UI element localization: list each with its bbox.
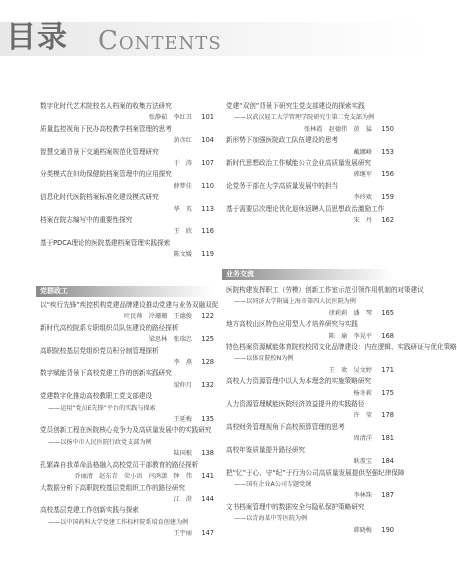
toc-left-bottom (40, 300, 219, 540)
toc-right-bottom (226, 285, 457, 536)
entry-author: 江 澄 (173, 495, 192, 503)
entry-page-number: 181 (381, 434, 394, 443)
toc-entry[interactable] (40, 368, 214, 391)
entry-page-number: 122 (201, 312, 214, 321)
entry-author: 王宇丽 (173, 530, 192, 538)
entry-author: 张静茹 李红丑 (148, 114, 192, 122)
entry-title: 信息化时代医院档案标准化建设模式研究 (40, 193, 159, 202)
entry-page-number: 156 (381, 170, 394, 179)
entry-author: 王 欢 吴文婷 (328, 366, 372, 374)
entry-page-number: 184 (381, 457, 394, 466)
entry-page-number: 187 (381, 491, 394, 500)
entry-title: 特色档案资源赋能体育院校校园文化品牌建设：内在逻辑、实践研证与优化策略 (226, 343, 457, 352)
entry-title: 文书档案管理中的数据安全与隐私保护策略研究 (226, 502, 365, 511)
entry-page-number: 168 (381, 331, 394, 340)
entry-title: 医院构建发挥职工（劳模）创新工作室示范引领作用机制的对策建议 (226, 286, 424, 294)
entry-page-number: 190 (381, 525, 394, 534)
entry-title: 孔繁森自我革命品格融入高校党员干部教育的路径探析 (40, 460, 199, 469)
entry-page-number: 135 (201, 415, 214, 424)
entry-title: 把“忆”于心、守“纪”于行为公司高质量发展提供坚强纪律保障 (226, 468, 405, 477)
toc-entry[interactable] (40, 300, 219, 323)
entry-page-number: 101 (201, 113, 214, 122)
entry-page-number: 110 (201, 181, 214, 190)
entry-author: 叶民帅 冷珊珊 王德俊 (123, 313, 192, 321)
entry-subtitle: ——以体育院校N为例 (234, 355, 294, 363)
entry-subtitle: ——以同济大学附属上海市第四人民医院为例 (234, 298, 356, 306)
toc-entry[interactable] (40, 215, 214, 238)
toc-entry[interactable] (226, 502, 394, 536)
entry-page-number: 159 (381, 193, 394, 202)
toc-entry[interactable] (40, 101, 214, 124)
entry-title: 高校人力资源管理中以人为本理念的实施策略研究 (226, 377, 372, 386)
toc-entry[interactable] (226, 319, 394, 342)
entry-author: 李林珠 (353, 492, 372, 500)
toc-right-top (226, 101, 394, 226)
entry-author: 李 燕 (173, 359, 192, 367)
entry-page-number: 107 (201, 159, 214, 168)
entry-title: 论党务干部在大学高质量发展中的担当 (226, 181, 339, 190)
entry-title: 地方高校山区特色应用型人才培养研究与实践 (226, 320, 358, 329)
entry-author: 华 英 (173, 205, 192, 213)
entry-page-number: 132 (201, 380, 214, 389)
entry-subtitle: ——以中国药科大学党建工作标杆院系培育创建为例 (48, 518, 189, 526)
title-en-rest: ONTENTS (118, 33, 222, 54)
entry-author: 乔丽清 赵东青 荣小语 闫鸿潇 钟 伟 (74, 473, 192, 481)
entry-page-number: 171 (381, 365, 394, 374)
entry-author: 许 莹 (353, 412, 372, 420)
entry-author: 周清洋 (353, 435, 372, 443)
toc-entry[interactable] (40, 238, 214, 261)
section-label: 业务交流 (226, 270, 254, 278)
entry-page-number: 178 (381, 411, 394, 420)
entry-page-number: 104 (201, 136, 214, 145)
entry-title: 党员创新工程在医院核心竞争力及高质量发展中的实践研究 (40, 426, 212, 435)
entry-author: 郭继军 (353, 171, 372, 179)
section-header-business (222, 269, 394, 280)
entry-subtitle: ——运用“党员E先锋”平台的实践与探索 (48, 404, 156, 412)
toc-entry[interactable] (226, 204, 394, 227)
entry-author: 杨冬莉 (353, 389, 372, 397)
toc-entry[interactable] (226, 468, 405, 502)
entry-title: 大数据分析下高职院校基层党组织工作的路径研究 (40, 483, 186, 492)
toc-entry[interactable] (40, 505, 214, 539)
entry-title: 数字赋能背景下高校党建工作的创新实践研究 (40, 369, 172, 378)
entry-page-number: 144 (201, 494, 214, 503)
entry-title: 党建数字化推动高校教职工党支部建设 (40, 392, 153, 401)
entry-subtitle: ——以武汉轻工大学管理学院研究生第二党支部为例 (234, 114, 375, 122)
entry-author: 陈 瑜 李晃平 (328, 332, 372, 340)
toc-entry[interactable] (226, 181, 394, 204)
entry-author: 薛梦佳 (173, 182, 192, 190)
toc-entry[interactable] (226, 135, 394, 158)
entry-page-number: 138 (201, 449, 214, 458)
toc-entry[interactable] (40, 391, 214, 425)
toc-entry[interactable] (40, 483, 214, 506)
entry-subtitle: ——国有企业A公司专题党课 (234, 480, 312, 488)
toc-entry[interactable] (226, 422, 394, 445)
section-header-party (36, 286, 214, 297)
toc-entry[interactable] (40, 192, 214, 215)
entry-page-number: 147 (201, 529, 214, 538)
toc-entry[interactable] (40, 346, 214, 369)
page-title: 目录 (6, 20, 68, 55)
entry-author: 陆国根 (173, 450, 192, 458)
entry-page-number: 128 (201, 358, 214, 367)
title-en-cap: C (98, 26, 119, 56)
entry-page-number: 150 (381, 124, 394, 133)
entry-author: 李玲欢 (353, 194, 372, 202)
entry-page-number: 162 (381, 216, 394, 225)
entry-title: 高校基层党建工作创新实践与探索 (40, 506, 139, 515)
entry-subtitle: ——以青海某中等医院为例 (234, 515, 308, 523)
entry-author: 韩晓梅 (353, 526, 372, 534)
entry-title: 党建“双创”背景下研究生党支部建设的探索实践 (226, 102, 365, 110)
toc-entry[interactable] (40, 425, 214, 459)
entry-page-number: 119 (201, 250, 214, 259)
entry-page-number: 113 (201, 204, 214, 213)
entry-author: 梁仲月 (173, 381, 192, 389)
toc-entry[interactable] (40, 323, 214, 346)
entry-title: 以“疾行先锋”疾控机构党建品牌建设推动党建与业务双融双促 (40, 301, 219, 309)
entry-title: 分类模式在妇幼保健院档案管理中的应用探究 (40, 170, 172, 179)
toc-entry[interactable] (226, 101, 394, 135)
toc-entry[interactable] (40, 124, 214, 147)
page-header (0, 0, 427, 60)
entry-page-number: 116 (201, 227, 214, 236)
entry-title: 质量监控视角下民办高校教学档案管理的思考 (40, 124, 172, 133)
section-label: 党群政工 (40, 287, 68, 295)
entry-page-number: 125 (201, 335, 214, 344)
entry-title: 新形势下加强医院政工队伍建设的思考 (226, 136, 339, 145)
entry-author: 宋 丹 (353, 217, 372, 225)
entry-title: 新时代高校院系专职组织员队伍建设的路径探析 (40, 323, 179, 332)
entry-page-number: 153 (381, 147, 394, 156)
entry-title: 档案在院志编写中的重要性探究 (40, 216, 133, 225)
entry-title: 高校年鉴质量提升路径研究 (226, 445, 306, 454)
entry-author: 律莉莉 潘 琴 (328, 309, 372, 317)
toc-entry[interactable] (40, 169, 214, 192)
entry-title: 基于PDCA理论的医院基建档案管理实践探索 (40, 238, 171, 247)
toc-entry[interactable] (226, 158, 394, 181)
toc-entry[interactable] (226, 376, 394, 399)
entry-page-number: 175 (381, 388, 394, 397)
toc-entry[interactable] (226, 445, 394, 468)
entry-title: 数字化时代艺术院校名人档案的收集方法研究 (40, 102, 172, 110)
entry-author: 梁思林 张瑞忠 (148, 336, 192, 344)
toc-entry[interactable] (226, 399, 394, 422)
entry-title: 基于需要层次理论优化退休返聘人员思想政治激励工作 (226, 204, 385, 213)
entry-author: 王延梅 (173, 416, 192, 424)
toc-entry[interactable] (40, 147, 214, 170)
entry-author: 黄彦红 (173, 137, 192, 145)
page-title-english (98, 26, 222, 59)
entry-author: 耿盖宝 (353, 458, 372, 466)
entry-author: 于 涛 (173, 160, 192, 168)
entry-subtitle: ——以扬中市人民医院行政党支部为例 (48, 438, 152, 446)
entry-title: 新时代思想政治工作赋能公立企业高质量发展研究 (226, 159, 372, 168)
entry-author: 陈文媛 (173, 251, 192, 259)
entry-page-number: 141 (201, 472, 214, 481)
entry-title: 人力资源管理赋能医院经济效益提升的实践路径 (226, 400, 365, 409)
toc-entry[interactable] (226, 285, 424, 319)
entry-title: 高职院校基层党组织党员积分制管理探析 (40, 346, 159, 355)
entry-author: 王 欣 (173, 228, 192, 236)
entry-title: 高校财务管理视角下高校预算管理的思考 (226, 422, 345, 431)
entry-page-number: 165 (381, 308, 394, 317)
toc-left-top (40, 101, 214, 261)
entry-author: 戴娜峰 (353, 148, 372, 156)
toc-entry[interactable] (226, 342, 457, 376)
toc-entry[interactable] (40, 460, 214, 483)
entry-author: 张林霞 赵德伟 黄 猛 (303, 125, 372, 133)
entry-title: 智慧交通背景下交通档案规范化管理研究 (40, 147, 159, 156)
